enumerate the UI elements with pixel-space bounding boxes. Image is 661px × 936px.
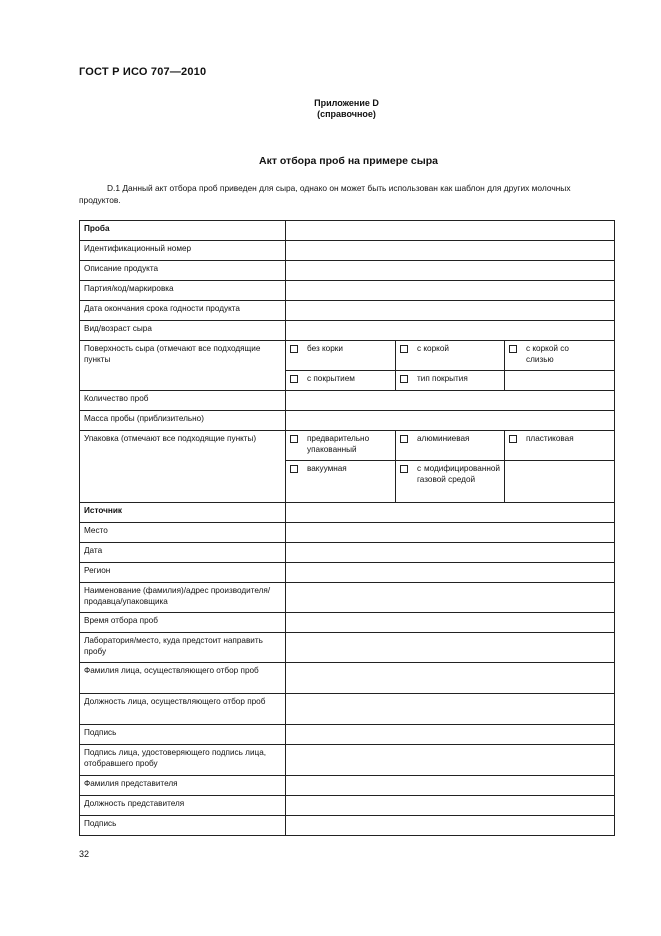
source-row-label: Должность лица, осуществляющего отбор проб (80, 694, 286, 725)
checkbox-icon[interactable] (509, 345, 517, 353)
checkbox-icon[interactable] (290, 465, 298, 473)
packaging-option-modified-atmosphere[interactable]: с модифицированной газовой средой (396, 461, 505, 503)
source-row-label: Фамилия представителя (80, 776, 286, 796)
surface-empty-cell (505, 371, 615, 391)
mass-value[interactable] (286, 411, 615, 431)
packaging-option-prepacked[interactable]: предварительно упакованный (286, 431, 396, 461)
annex-heading (0, 98, 661, 120)
type-age-label: Вид/возраст сыра (80, 321, 286, 341)
document-title: Акт отбора проб на примере сыра (259, 155, 438, 167)
standard-code: ГОСТ Р ИСО 707—2010 (79, 66, 207, 78)
sample-heading: Проба (80, 221, 286, 241)
source-heading: Источник (80, 503, 286, 523)
intro-paragraph: D.1 Данный акт отбора проб приведен для сыра, однако он может быть использован как шаблон для других молочных продуктов. (79, 183, 571, 205)
batch-label: Партия/код/маркировка (80, 281, 286, 301)
source-heading-value[interactable] (286, 503, 615, 523)
source-row-value[interactable] (286, 523, 615, 543)
surface-option-coating-type[interactable]: тип покрытия (396, 371, 505, 391)
packaging-option-aluminium[interactable]: алюминиевая (396, 431, 505, 461)
surface-option-no-rind[interactable]: без корки (286, 341, 396, 371)
description-label: Описание продукта (80, 261, 286, 281)
packaging-option-vacuum[interactable]: вакуумная (286, 461, 396, 503)
count-label: Количество проб (80, 391, 286, 411)
source-row-label: Наименование (фамилия)/адрес производителя/продавца/упаковщика (80, 583, 286, 613)
source-row-label: Дата (80, 543, 286, 563)
packaging-option-plastic[interactable]: пластиковая (505, 431, 615, 461)
batch-value[interactable] (286, 281, 615, 301)
source-row-label: Место (80, 523, 286, 543)
checkbox-icon[interactable] (290, 375, 298, 383)
checkbox-icon[interactable] (290, 345, 298, 353)
checkbox-icon[interactable] (400, 345, 408, 353)
checkbox-icon[interactable] (400, 465, 408, 473)
expiry-label: Дата окончания срока годности продукта (80, 301, 286, 321)
source-row-value[interactable] (286, 725, 615, 745)
source-row-label: Фамилия лица, осуществляющего отбор проб (80, 663, 286, 694)
source-row-value[interactable] (286, 633, 615, 663)
source-row-value[interactable] (286, 816, 615, 836)
page-number: 32 (79, 849, 90, 859)
checkbox-icon[interactable] (509, 435, 517, 443)
source-row-label: Подпись (80, 816, 286, 836)
source-row-value[interactable] (286, 583, 615, 613)
source-row-value[interactable] (286, 694, 615, 725)
packaging-empty-cell (505, 461, 615, 503)
annex-subtitle: (справочное) (317, 109, 376, 119)
type-age-value[interactable] (286, 321, 615, 341)
count-value[interactable] (286, 391, 615, 411)
id-number-value[interactable] (286, 241, 615, 261)
annex-title: Приложение D (314, 98, 379, 108)
source-row-value[interactable] (286, 745, 615, 776)
checkbox-icon[interactable] (400, 435, 408, 443)
source-row-label: Время отбора проб (80, 613, 286, 633)
source-row-label: Регион (80, 563, 286, 583)
surface-option-rind-slime[interactable]: с коркой со слизью (505, 341, 615, 371)
description-value[interactable] (286, 261, 615, 281)
expiry-value[interactable] (286, 301, 615, 321)
checkbox-icon[interactable] (290, 435, 298, 443)
source-row-value[interactable] (286, 776, 615, 796)
checkbox-icon[interactable] (400, 375, 408, 383)
surface-option-coated[interactable]: с покрытием (286, 371, 396, 391)
source-row-value[interactable] (286, 563, 615, 583)
source-row-label: Должность представителя (80, 796, 286, 816)
sampling-form-table (79, 220, 615, 836)
surface-label: Поверхность сыра (отмечают все подходящие пункты (80, 341, 286, 391)
source-row-label: Подпись лица, удостоверяющего подпись лица, отобравшего пробу (80, 745, 286, 776)
sample-heading-value[interactable] (286, 221, 615, 241)
mass-label: Масса пробы (приблизительно) (80, 411, 286, 431)
source-row-label: Подпись (80, 725, 286, 745)
source-row-value[interactable] (286, 663, 615, 694)
id-number-label: Идентификационный номер (80, 241, 286, 261)
source-row-value[interactable] (286, 613, 615, 633)
source-row-value[interactable] (286, 796, 615, 816)
surface-option-rind[interactable]: с коркой (396, 341, 505, 371)
source-row-value[interactable] (286, 543, 615, 563)
packaging-label: Упаковка (отмечают все подходящие пункты) (80, 431, 286, 503)
source-row-label: Лаборатория/место, куда предстоит направить пробу (80, 633, 286, 663)
